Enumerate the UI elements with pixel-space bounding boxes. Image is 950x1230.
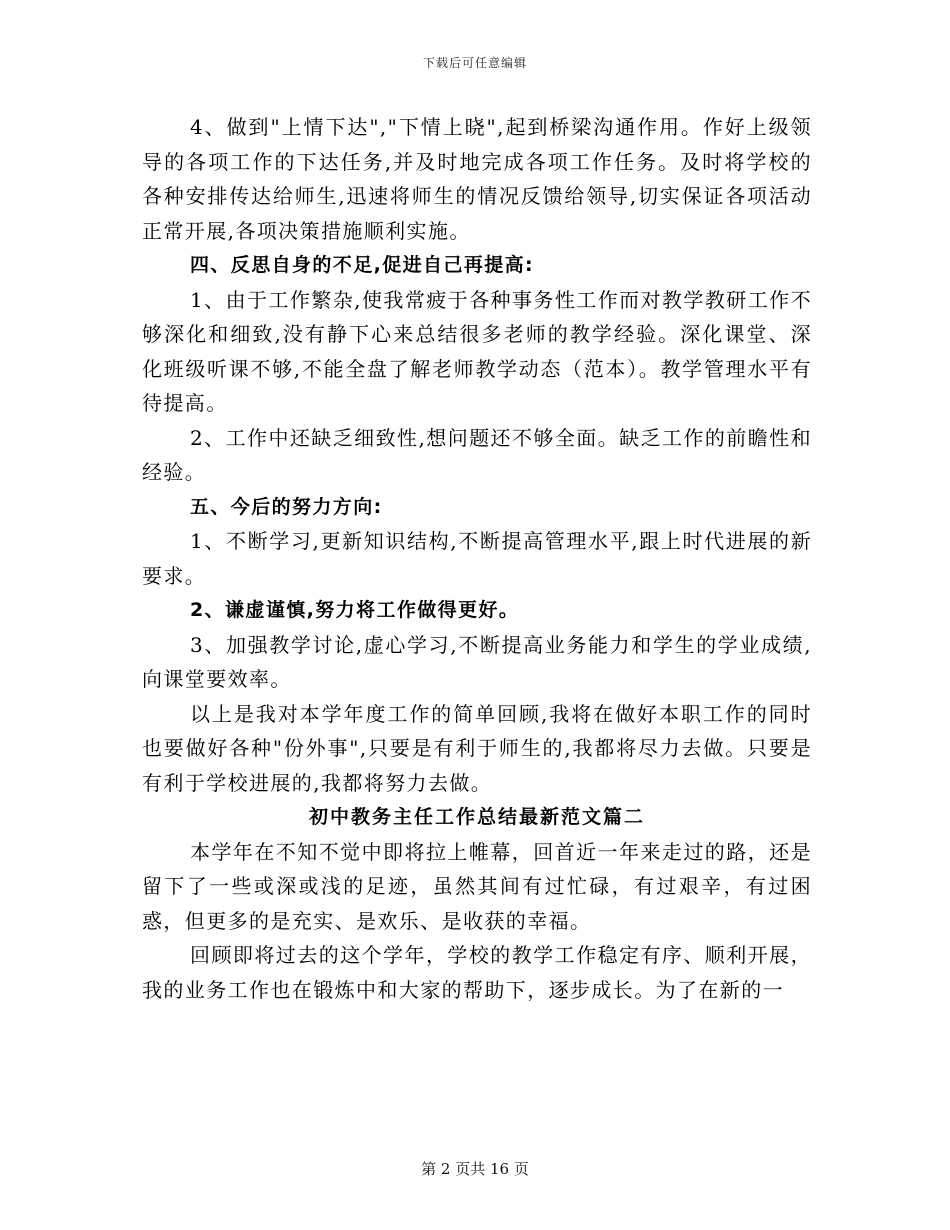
paragraph-intro: 本学年在不知不觉中即将拉上帷幕，回首近一年来走过的路，还是留下了一些或深或浅的足迹，虽然其间有过忙碌，有过艰辛，有过困惑，但更多的是充实、是欢乐、是收获的幸福。 [142, 839, 812, 933]
paragraph-item-4: 4、做到"上情下达","下情上晓",起到桥梁沟通作用。作好上级领导的各项工作的下达任务,并及时地完成各项工作任务。及时将学校的各种安排传达给师生,迅速将师生的情况反馈给领导,切实保证各项活动正常开展,各项决策措施顺利实施。 [142, 115, 812, 243]
document-body [142, 110, 812, 1007]
paragraph-direction-2: 2、谦虚谨慎,努力将工作做得更好。 [190, 599, 520, 621]
paragraph-shortcoming-1: 1、由于工作繁杂,使我常疲于各种事务性工作而对教学教研工作不够深化和细致,没有静下心来总结很多老师的教学经验。深化课堂、深化班级听课不够,不能全盘了解老师教学动态（范本）。教学管理水平有待提高。 [142, 287, 812, 415]
section-heading-direction: 五、今后的努力方向: [190, 495, 383, 518]
article-title-part-two: 初中教务主任工作总结最新范文篇二 [308, 806, 645, 828]
paragraph-summary: 以上是我对本学年度工作的简单回顾,我将在做好本职工作的同时也要做好各种"份外事",只要是有利于师生的,我都将尽力去做。只要是有利于学校进展的,我都将努力去做。 [142, 701, 812, 795]
paragraph-shortcoming-2: 2、工作中还缺乏细致性,想问题还不够全面。缺乏工作的前瞻性和经验。 [142, 425, 812, 484]
paragraph-direction-3: 3、加强教学讨论,虚心学习,不断提高业务能力和学生的学业成绩,向课堂要效率。 [142, 632, 812, 691]
paragraph-review: 回顾即将过去的这个学年，学校的教学工作稳定有序、顺利开展，我的业务工作也在锻炼中和大家的帮助下，逐步成长。为了在新的一 [142, 943, 812, 1002]
page-header: 下载后可任意编辑 [422, 56, 527, 70]
page-footer: 第 2 页共 16 页 [421, 1160, 529, 1178]
paragraph-direction-1: 1、不断学习,更新知识结构,不断提高管理水平,跟上时代进展的新要求。 [142, 529, 812, 588]
section-heading-reflection: 四、反思自身的不足,促进自己再提高: [190, 254, 535, 276]
